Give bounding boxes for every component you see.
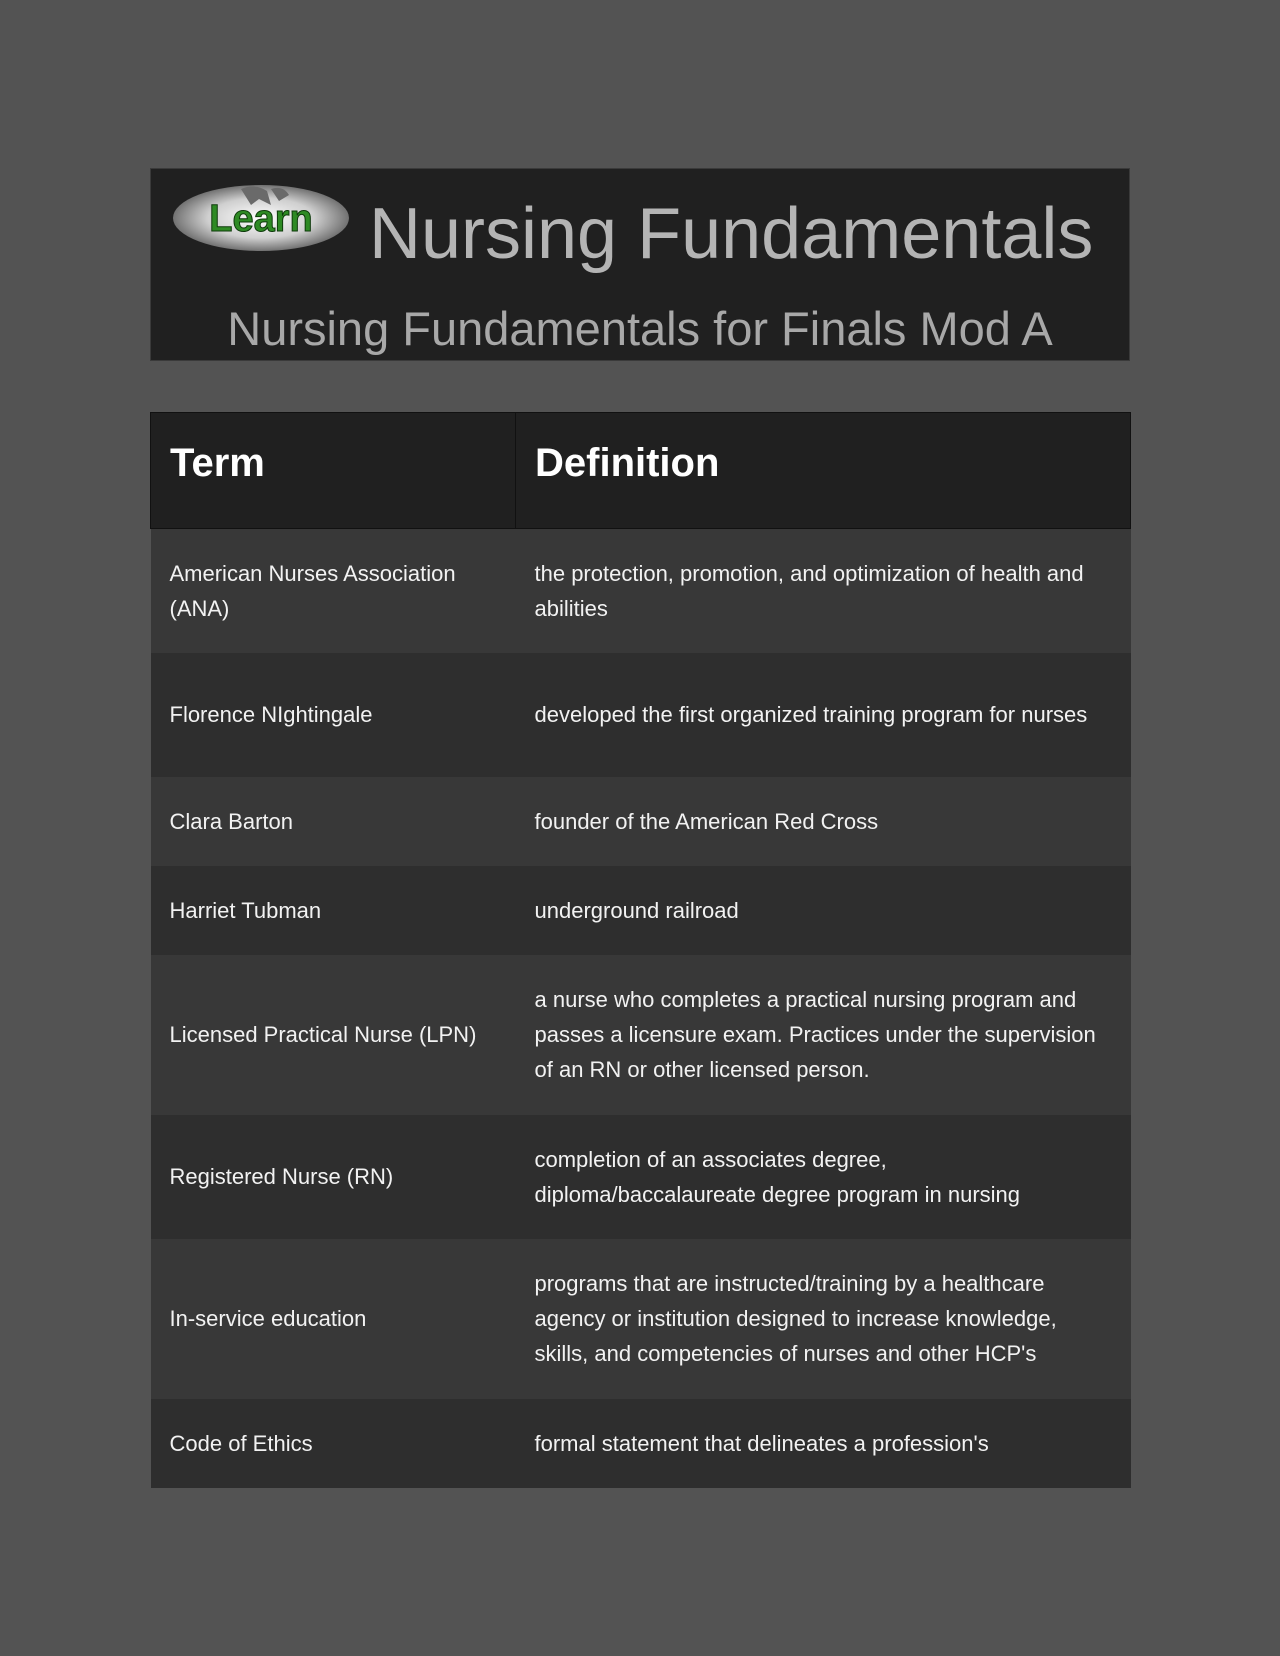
learn-logo: [171, 183, 351, 253]
definition-cell: underground railroad: [516, 866, 1131, 955]
table-row: [151, 1399, 1131, 1488]
document-subtitle: Nursing Fundamentals for Finals Mod A: [227, 302, 1053, 355]
term-cell: In-service education: [151, 1239, 516, 1399]
definition-cell: a nurse who completes a practical nursing program and passes a licensure exam. Practices under the supervision of an RN or other licensed person.: [516, 955, 1131, 1115]
glossary-table: [150, 412, 1131, 1488]
term-cell: Clara Barton: [151, 777, 516, 866]
table-row: [151, 653, 1131, 777]
table-header-row: [151, 413, 1131, 529]
definition-cell: founder of the American Red Cross: [516, 777, 1131, 866]
column-header-definition: Definition: [516, 413, 1131, 529]
term-cell: Registered Nurse (RN): [151, 1115, 516, 1239]
table-row: [151, 777, 1131, 866]
table-row: [151, 1115, 1131, 1239]
definition-cell: completion of an associates degree, diploma/baccalaureate degree program in nursing: [516, 1115, 1131, 1239]
term-cell: Licensed Practical Nurse (LPN): [151, 955, 516, 1115]
document-header: [150, 168, 1130, 361]
term-cell: Code of Ethics: [151, 1399, 516, 1488]
definition-cell: the protection, promotion, and optimization of health and abilities: [516, 529, 1131, 653]
table-row: [151, 866, 1131, 955]
definition-cell: developed the first organized training program for nurses: [516, 653, 1131, 777]
term-cell: American Nurses Association (ANA): [151, 529, 516, 653]
document-title: Nursing Fundamentals: [369, 194, 1094, 274]
table-row: [151, 1239, 1131, 1399]
logo-text: Learn: [209, 198, 313, 240]
column-header-term: Term: [151, 413, 516, 529]
definition-cell: formal statement that delineates a profession's: [516, 1399, 1131, 1488]
term-cell: Florence NIghtingale: [151, 653, 516, 777]
term-cell: Harriet Tubman: [151, 866, 516, 955]
definition-cell: programs that are instructed/training by a healthcare agency or institution designed to increase knowledge, skills, and competencies of nurses and other HCP's: [516, 1239, 1131, 1399]
table-row: [151, 955, 1131, 1115]
table-row: [151, 529, 1131, 653]
